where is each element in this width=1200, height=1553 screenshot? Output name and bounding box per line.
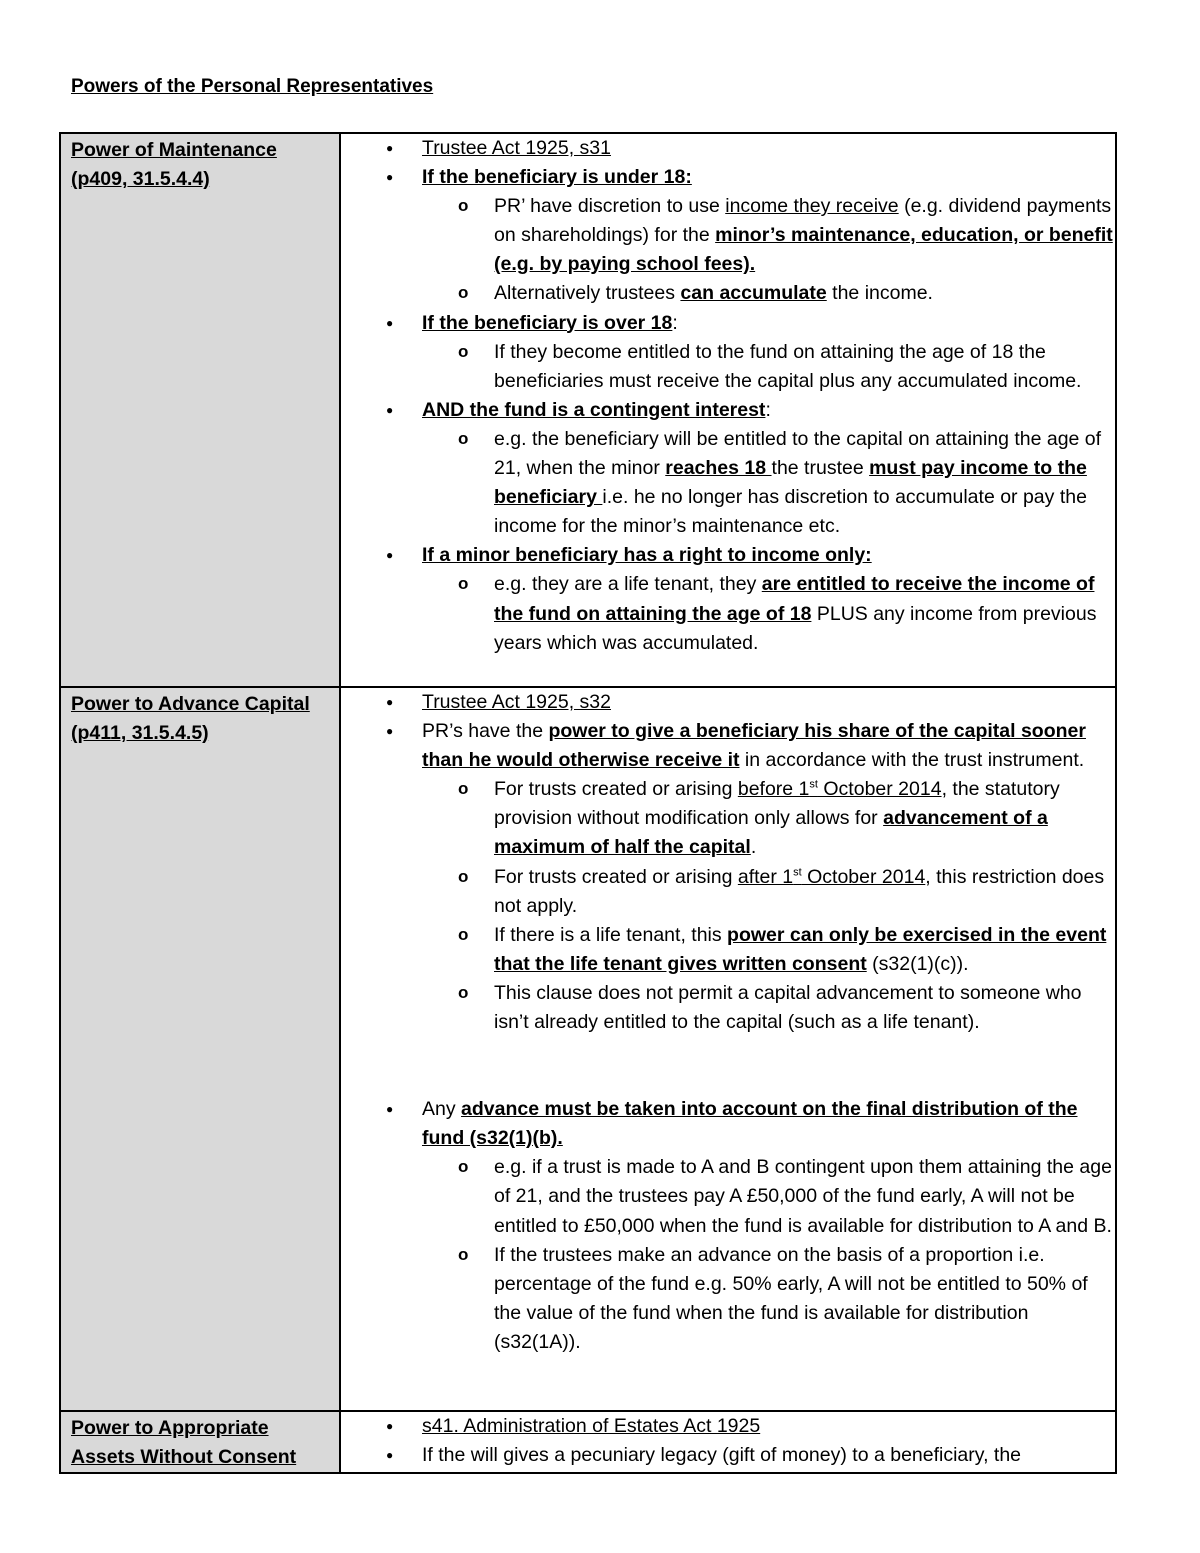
bullet-list [341, 688, 1115, 1037]
row-content-cell [340, 687, 1116, 1411]
sub-list [341, 570, 1115, 657]
powers-table [59, 132, 1117, 1474]
sub-list-item: o For trusts created or arising before 1st October 2014, the statutory provision without modification only allows for advancement of a maximum of half the capital. [422, 775, 1115, 862]
sub-list [341, 1153, 1115, 1357]
row-content-cell [340, 133, 1116, 687]
sub-list-item: o e.g. if a trust is made to A and B contingent upon them attaining the age of 21, and the trustees pay A £50,000 of the fund early, A will not be entitled to £50,000 when the fund is available for distribution to A and B. [422, 1153, 1115, 1240]
sub-list-item: o For trusts created or arising after 1st October 2014, this restriction does not apply. [422, 863, 1115, 921]
row-label-cell [60, 687, 340, 1411]
sub-list-item: o If there is a life tenant, this power can only be exercised in the event that the life tenant gives written consent (s32(1)(c)). [422, 921, 1115, 979]
sub-list [341, 192, 1115, 308]
row-label: Power to Appropriate Assets Without Consent [71, 1417, 297, 1468]
sub-list [341, 425, 1115, 541]
list-item: ● If a minor beneficiary has a right to income only: o e.g. they are a life tenant, they are entitled to receive the income of the fund on attaining the age of 18 PLUS any income from previous years which was accumulated. [341, 541, 1115, 657]
list-item: ● Trustee Act 1925, s31 [341, 134, 1115, 163]
bullet-list [341, 134, 1115, 658]
list-item: ● s41. Administration of Estates Act 1925 [341, 1412, 1115, 1441]
page-title: Powers of the Personal Representatives [71, 76, 434, 97]
sub-list-item: o If they become entitled to the fund on attaining the age of 18 the beneficiaries must receive the capital plus any accumulated income. [422, 338, 1115, 396]
row-label: Power to Advance Capital (p411, 31.5.4.5) [71, 693, 310, 744]
row-label-cell [60, 133, 340, 687]
sub-list-item: o If the trustees make an advance on the basis of a proportion i.e. percentage of the fund e.g. 50% early, A will not be entitled to 50% of the value of the fund when the fund is available for distribution (s32(1A)). [422, 1241, 1115, 1357]
bullet-list [341, 1095, 1115, 1357]
list-item: ● PR’s have the power to give a beneficiary his share of the capital sooner than he would otherwise receive it in accordance with the trust instrument. o For trusts created or arising before 1st October 2014, the statutory provision without modification only allows for advancement of a maximum of half the capital. o For trusts created or arising after 1st October 2014, this restriction does not apply. o If there is a life tenant, this power can only be exercised in the event that the life tenant gives written consent (s32(1)(c)). o This clause does not permit a capital advancement to someone who isn’t already entitled to the capital (such as a life tenant). [341, 717, 1115, 1037]
table-row [60, 1411, 1116, 1473]
list-item: ● If the beneficiary is over 18: o If they become entitled to the fund on attaining the age of 18 the beneficiaries must receive the capital plus any accumulated income. [341, 309, 1115, 396]
row-label: Power of Maintenance (p409, 31.5.4.4) [71, 139, 277, 190]
sub-list-item: o PR’ have discretion to use income they receive (e.g. dividend payments on shareholdings) for the minor’s maintenance, education, or benefit (e.g. by paying school fees). [422, 192, 1115, 279]
sub-list-item: o This clause does not permit a capital advancement to someone who isn’t already entitled to the capital (such as a life tenant). [422, 979, 1115, 1037]
list-item: ● Trustee Act 1925, s32 [341, 688, 1115, 717]
table-row [60, 133, 1116, 687]
sub-list-item: o Alternatively trustees can accumulate the income. [422, 279, 1115, 308]
list-item: ● AND the fund is a contingent interest: o e.g. the beneficiary will be entitled to the capital on attaining the age of 21, when the minor reaches 18 the trustee must pay income to the beneficiary i.e. he no longer has discretion to accumulate or pay the income for the minor’s maintenance etc. [341, 396, 1115, 541]
list-item: ● If the beneficiary is under 18: o PR’ have discretion to use income they receive (e.g. dividend payments on shareholdings) for the minor’s maintenance, education, or benefit (e.g. by paying school fees). o Alternatively trustees can accumulate the income. [341, 163, 1115, 308]
list-item: ● If the will gives a pecuniary legacy (gift of money) to a beneficiary, the [341, 1441, 1115, 1470]
row-label-cell [60, 1411, 340, 1473]
table-row [60, 687, 1116, 1411]
list-item: ● Any advance must be taken into account on the final distribution of the fund (s32(1)(b). o e.g. if a trust is made to A and B contingent upon them attaining the age of 21, and the trustees pay A £50,000 of the fund early, A will not be entitled to £50,000 when the fund is available for distribution to A and B. o If the trustees make an advance on the basis of a proportion i.e. percentage of the fund e.g. 50% early, A will not be entitled to 50% of the value of the fund when the fund is available for distribution (s32(1A)). [341, 1095, 1115, 1357]
sub-list [341, 338, 1115, 396]
sub-list-item: o e.g. they are a life tenant, they are entitled to receive the income of the fund on attaining the age of 18 PLUS any income from previous years which was accumulated. [422, 570, 1115, 657]
bullet-list [341, 1412, 1115, 1470]
sub-list-item: o e.g. the beneficiary will be entitled to the capital on attaining the age of 21, when the minor reaches 18 the trustee must pay income to the beneficiary i.e. he no longer has discretion to accumulate or pay the income for the minor’s maintenance etc. [422, 425, 1115, 541]
sub-list [341, 775, 1115, 1037]
row-content-cell [340, 1411, 1116, 1473]
spacer [341, 1037, 1115, 1095]
